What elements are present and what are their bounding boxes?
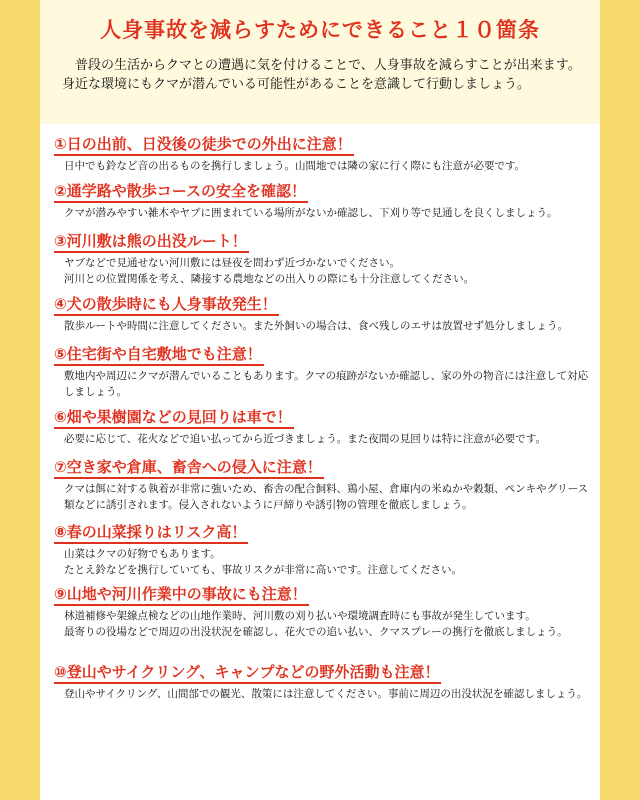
item-line: 山菜はクマの好物でもあります。 [64, 548, 221, 560]
item-line: 散歩ルートや時間に注意してください。また外飼いの場合は、食べ残しのエサは放置せず処分しましょう。 [64, 320, 568, 332]
item-heading: ③河川敷は熊の出没ルート！ [54, 231, 249, 253]
item-description [64, 205, 592, 221]
content-panel [40, 124, 600, 800]
item-line: 登山やサイクリング、山間部での観光、散策には注意してください。事前に周辺の出没状況を確認しましょう。 [64, 688, 588, 700]
item-description [64, 431, 592, 447]
list-item [54, 181, 594, 221]
item-line: 河川との位置関係を考え、隣接する農地などの出入りの際にも十分注意してください。 [64, 273, 475, 285]
item-description [64, 686, 592, 702]
item-line: たとえ鈴などを携行していても、事故リスクが非常に高いです。注意してください。 [64, 564, 462, 576]
list-item [54, 344, 594, 400]
item-heading: ⑥畑や果樹園などの見回りは車で！ [54, 407, 294, 429]
item-line: 必要に応じて、花火などで追い払ってから近づきましょう。また夜間の見回りは特に注意が必要です。 [64, 433, 546, 445]
item-heading: ⑧春の山菜採りはリスク高！ [54, 522, 248, 544]
item-description [64, 158, 592, 174]
list-item [54, 231, 594, 287]
item-line: ヤブなどで見通せない河川敷には昼夜を問わず近づかないでください。 [64, 257, 400, 269]
item-line: 敷地内や周辺にクマが潜んでいることもあります。クマの痕跡がないか確認し、家の外の物音には注意して対応しましょう。 [64, 370, 589, 398]
item-description [64, 368, 592, 400]
item-heading: ⑤住宅街や自宅敷地でも注意！ [54, 344, 264, 366]
item-line: 最寄りの役場などで周辺の出没状況を確認し、花火での追い払い、クマスプレーの携行を徹底しましょう。 [64, 626, 568, 638]
list-item [54, 294, 594, 334]
item-description [64, 255, 592, 287]
item-line: 日中でも鈴など音の出るものを携行しましょう。山間地では隣の家に行く際にも注意が必要です。 [64, 160, 526, 172]
list-item [54, 662, 594, 702]
item-description [64, 481, 592, 513]
list-item [54, 407, 594, 447]
item-description [64, 608, 592, 640]
item-heading: ④犬の散歩時にも人身事故発生！ [54, 294, 279, 316]
item-line: 林道補修や架線点検などの山地作業時、河川敷の刈り払いや環境調査時にも事故が発生しています。 [64, 610, 536, 622]
list-item [54, 584, 594, 640]
list-item [54, 522, 594, 578]
item-line: クマは餌に対する執着が非常に強いため、畜舎の配合飼料、鶏小屋、倉庫内の米ぬかや穀類、ペンキやグリース類などに誘引されます。侵入されないように戸締りや誘引物の管理を徹底しましょう。 [64, 483, 589, 511]
header-panel [40, 0, 600, 124]
list-item [54, 134, 594, 174]
item-description [64, 546, 592, 578]
list-item [54, 457, 594, 513]
intro-text: 普段の生活からクマとの遭遇に気を付けることで、人身事故を減らすことが出来ます。身近な環境にもクマが潜んでいる可能性があることを意識して行動しましょう。 [62, 58, 581, 92]
item-line: クマが潜みやすい雑木やヤブに囲まれている場所がないか確認し、下刈り等で見通しを良くしましょう。 [64, 207, 558, 219]
item-heading: ⑦空き家や倉庫、畜舎への侵入に注意！ [54, 457, 324, 479]
page-title: 人身事故を減らすためにできること１０箇条 [100, 18, 540, 42]
item-heading: ②通学路や散歩コースの安全を確認！ [54, 181, 308, 203]
item-heading: ⑩登山やサイクリング、キャンプなどの野外活動も注意！ [54, 662, 441, 684]
item-heading: ①日の出前、日没後の徒歩での外出に注意！ [54, 134, 354, 156]
item-heading: ⑨山地や河川作業中の事故にも注意！ [54, 584, 309, 606]
item-description [64, 318, 592, 334]
